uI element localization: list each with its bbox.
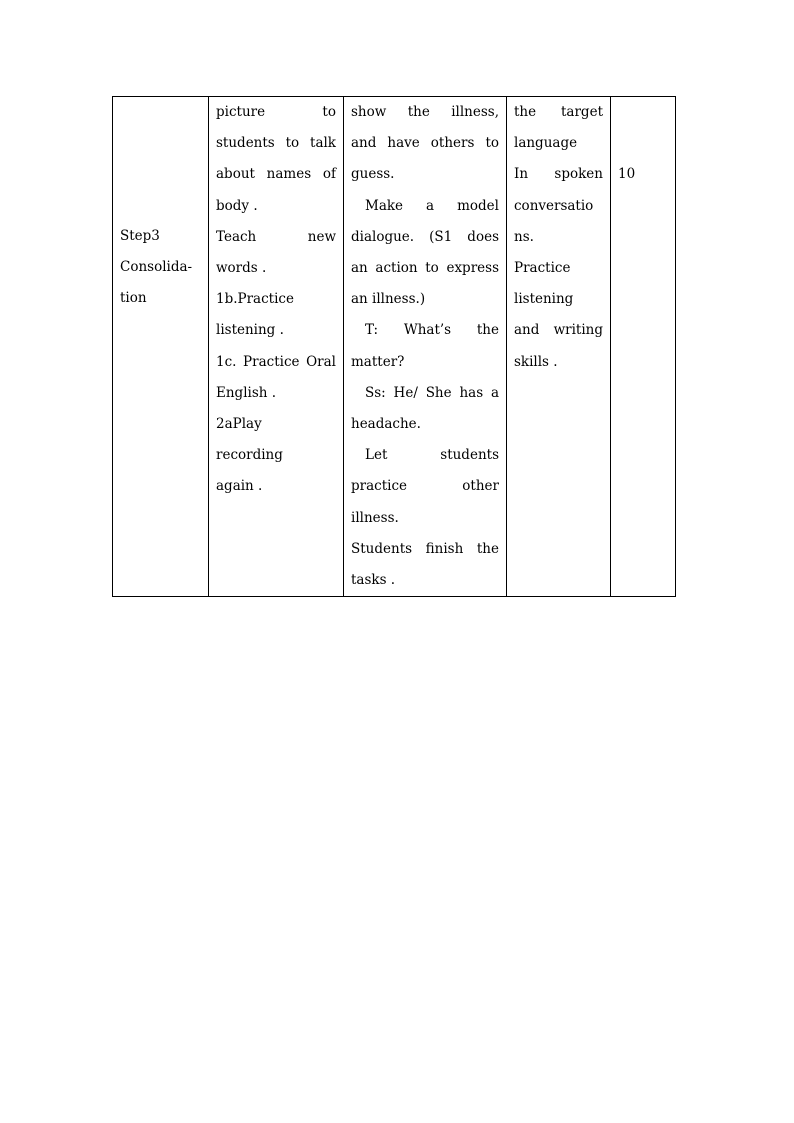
procedure-line: an illness.)	[351, 291, 426, 308]
activity-line: 1b.Practice	[216, 291, 294, 308]
procedure-line: matter?	[351, 353, 405, 370]
step-cell	[113, 97, 209, 597]
procedure-line: dialogue. (S1 does	[351, 228, 499, 245]
lesson-plan-table	[112, 96, 676, 597]
procedure-line: T: What’s the	[365, 322, 499, 339]
procedure-line: practice other	[351, 478, 499, 495]
procedure-cell	[344, 97, 507, 597]
activity-line: recording	[216, 447, 283, 464]
activity-lines	[209, 97, 343, 503]
activity-line: 2aPlay	[216, 416, 262, 433]
procedure-line: headache.	[351, 416, 421, 433]
activity-line: listening .	[216, 322, 284, 339]
aim-line: ns.	[514, 228, 534, 245]
activity-line: picture to	[216, 104, 336, 120]
procedure-line: guess.	[351, 166, 395, 183]
aim-line: listening	[514, 291, 574, 308]
procedure-line: tasks .	[351, 572, 396, 589]
table-row	[113, 97, 676, 597]
activity-line: words .	[216, 260, 267, 277]
step-line: tion	[120, 290, 147, 307]
activity-line: body .	[216, 197, 258, 214]
procedure-line: Let students	[365, 447, 499, 464]
aim-line: In spoken	[514, 166, 603, 183]
step-line: Consolida-	[120, 259, 193, 276]
procedure-lines	[344, 97, 506, 596]
procedure-line: Make a model	[365, 197, 499, 214]
activity-line: again .	[216, 478, 263, 495]
step-line: Step3	[120, 228, 160, 244]
procedure-line: illness.	[351, 509, 399, 526]
procedure-line: Ss: He/ She has a	[365, 384, 499, 401]
aim-cell	[507, 97, 611, 597]
aim-line: skills .	[514, 353, 558, 370]
procedure-line: show the illness,	[351, 104, 499, 120]
aim-line: Practice	[514, 260, 571, 277]
aim-line: language	[514, 135, 578, 152]
activity-cell	[209, 97, 344, 597]
aim-lines	[507, 97, 610, 378]
aim-line: the target	[514, 104, 603, 120]
procedure-line: and have others to	[351, 135, 499, 152]
activity-line: about names of	[216, 166, 336, 183]
activity-line: 1c. Practice Oral	[216, 353, 336, 370]
aim-line: conversatio	[514, 197, 594, 214]
aim-line: and writing	[514, 322, 603, 339]
procedure-line: Students finish the	[351, 540, 499, 557]
time-cell	[611, 97, 676, 597]
activity-line: students to talk	[216, 135, 336, 152]
procedure-line: an action to express	[351, 260, 499, 277]
activity-line: Teach new	[216, 228, 336, 245]
time-value: 10	[618, 166, 636, 182]
activity-line: English .	[216, 384, 277, 401]
